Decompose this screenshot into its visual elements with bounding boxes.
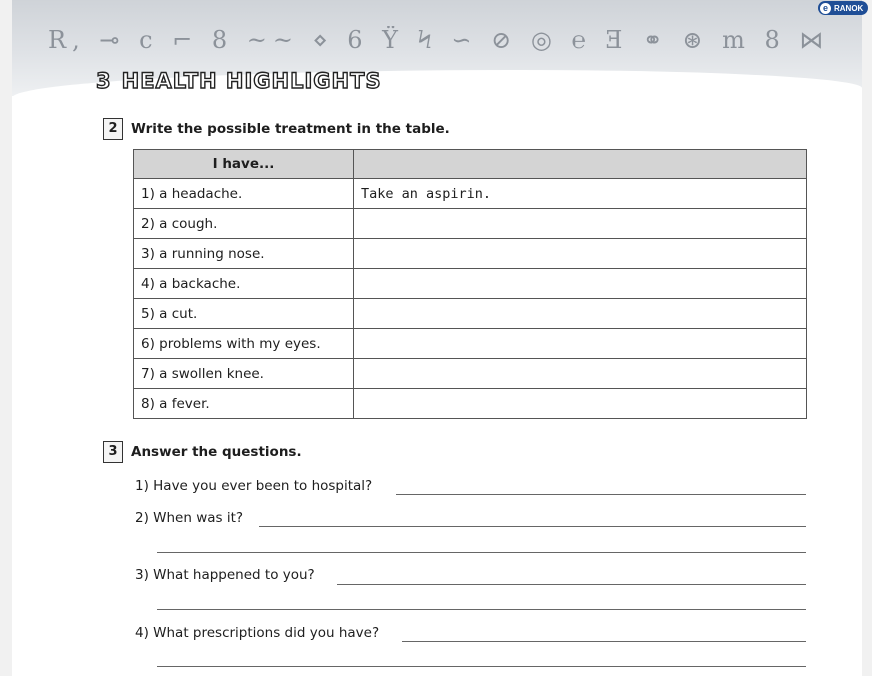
exercise-2-heading	[103, 118, 450, 140]
table-row	[134, 179, 807, 209]
exercise-3-instruction: Answer the questions.	[131, 444, 302, 460]
answer-line-1[interactable]	[396, 494, 806, 495]
unit-title	[96, 66, 382, 96]
treatment-cell[interactable]	[354, 269, 807, 299]
problem-cell: 7) a swollen knee.	[134, 359, 354, 389]
exercise-3-heading	[103, 441, 302, 463]
unit-number: 3	[96, 69, 112, 93]
problem-cell: 3) a running nose.	[134, 239, 354, 269]
problem-cell: 2) a cough.	[134, 209, 354, 239]
question-4: 4) What prescriptions did you have?	[135, 625, 380, 641]
logo-text: RANOK	[834, 3, 864, 13]
treatment-cell[interactable]: Take an aspirin.	[354, 179, 807, 209]
table-row	[134, 299, 807, 329]
treatment-cell[interactable]	[354, 359, 807, 389]
treatment-table	[133, 149, 807, 419]
unit-title-text: HEALTH HIGHLIGHTS	[121, 69, 382, 93]
problem-cell: 6) problems with my eyes.	[134, 329, 354, 359]
answer-line-2b[interactable]	[157, 552, 806, 553]
answer-line-3[interactable]	[337, 584, 806, 585]
treatment-cell[interactable]	[354, 299, 807, 329]
table-row	[134, 269, 807, 299]
answer-line-4[interactable]	[402, 641, 806, 642]
treatment-cell[interactable]	[354, 239, 807, 269]
banner-doodles: R, ⊸ c ⌐ 8 ~~ ⋄ 6 Ϋ Ϟ ∽ ⊘ ◎ ℮ Ǝ ⚭ ⊛ m 8 ⋈	[48, 26, 830, 54]
problem-cell: 5) a cut.	[134, 299, 354, 329]
problem-cell: 1) a headache.	[134, 179, 354, 209]
treatment-cell[interactable]	[354, 389, 807, 419]
table-row	[134, 209, 807, 239]
publisher-logo	[818, 1, 868, 15]
table-row	[134, 329, 807, 359]
answer-line-3b[interactable]	[157, 609, 806, 610]
logo-e-icon: e	[820, 3, 831, 14]
problem-cell: 8) a fever.	[134, 389, 354, 419]
table-header-row	[134, 150, 807, 179]
answer-line-2[interactable]	[259, 526, 806, 527]
question-2: 2) When was it?	[135, 510, 244, 526]
table-row	[134, 239, 807, 269]
question-3: 3) What happened to you?	[135, 567, 315, 583]
exercise-2-number: 2	[103, 118, 123, 140]
table-row	[134, 389, 807, 419]
treatment-cell[interactable]	[354, 209, 807, 239]
question-1: 1) Have you ever been to hospital?	[135, 478, 373, 494]
problem-cell: 4) a backache.	[134, 269, 354, 299]
exercise-3-number: 3	[103, 441, 123, 463]
answer-line-4b[interactable]	[157, 666, 806, 667]
header-treatment	[354, 150, 807, 179]
treatment-cell[interactable]	[354, 329, 807, 359]
exercise-2-instruction: Write the possible treatment in the table.	[131, 121, 450, 137]
header-problem: I have...	[134, 150, 354, 179]
table-row	[134, 359, 807, 389]
